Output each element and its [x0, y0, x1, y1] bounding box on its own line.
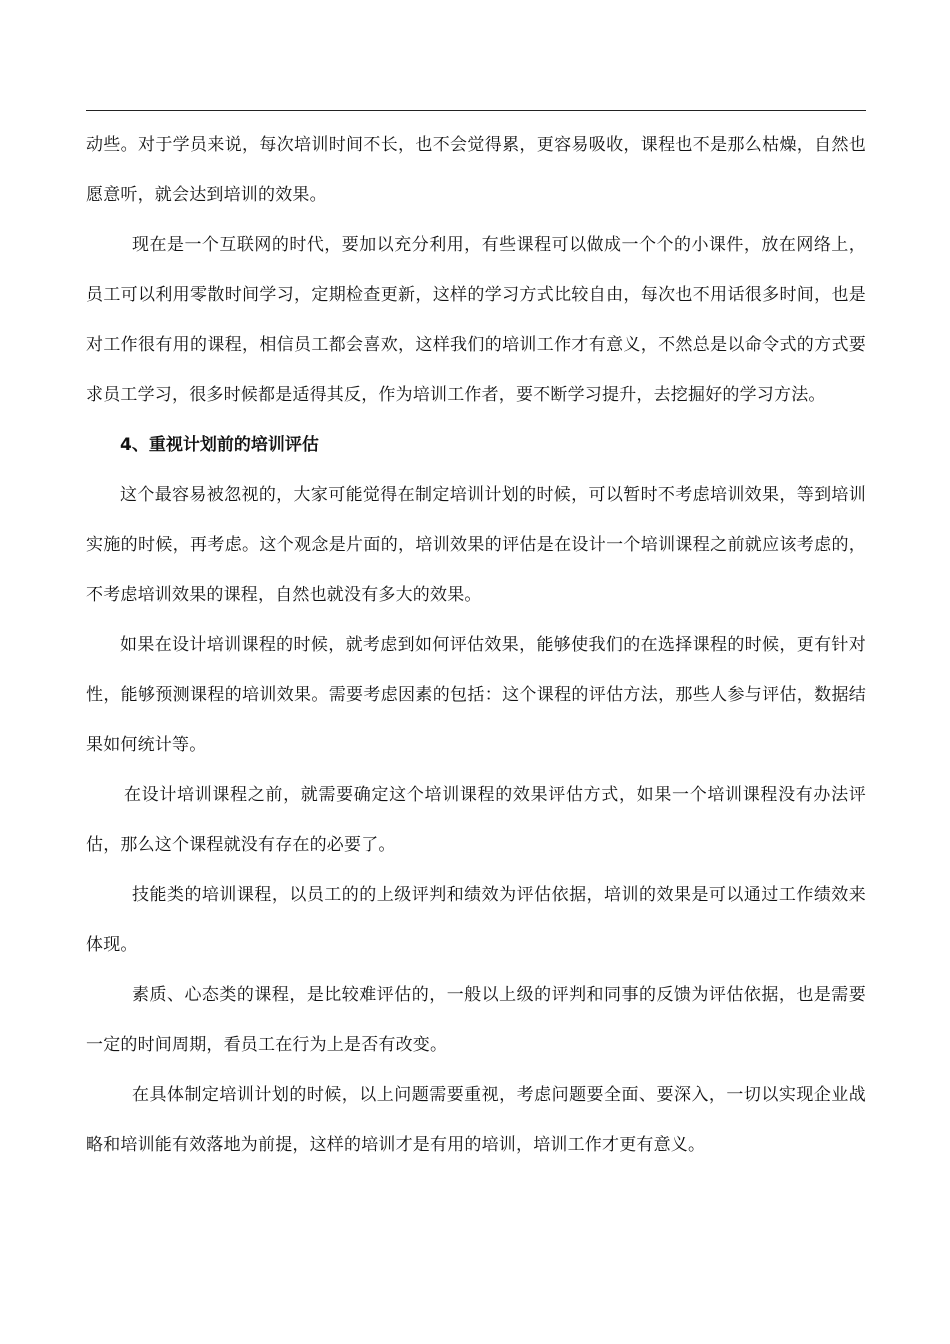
document-body — [86, 120, 866, 1170]
paragraph-quality-courses: 素质、心态类的课程，是比较难评估的，一般以上级的评判和同事的反馈为评估依据，也是需要一定的时间周期，看员工在行为上是否有改变。 — [86, 985, 866, 1055]
paragraph-evaluation-method: 在设计培训课程之前，就需要确定这个培训课程的效果评估方式，如果一个培训课程没有办法评估，那么这个课程就没有存在的必要了。 — [86, 785, 866, 855]
paragraph-design-evaluation: 如果在设计培训课程的时候，就考虑到如何评估效果，能够使我们的在选择课程的时候，更有针对性，能够预测课程的培训效果。需要考虑因素的包括：这个课程的评估方法，那些人参与评估，数据结果如何统计等。 — [86, 635, 866, 755]
paragraph-skill-courses: 技能类的培训课程，以员工的的上级评判和绩效为评估依据，培训的效果是可以通过工作绩效来体现。 — [86, 885, 866, 955]
paragraph-internet-era: 现在是一个互联网的时代，要加以充分利用，有些课程可以做成一个个的小课件，放在网络上，员工可以利用零散时间学习，定期检查更新，这样的学习方式比较自由，每次也不用话很多时间，也是对工作很有用的课程，相信员工都会喜欢，这样我们的培训工作才有意义，不然总是以命令式的方式要求员工学习，很多时候都是适得其反，作为培训工作者，要不断学习提升，去挖掘好的学习方法。 — [86, 235, 866, 405]
paragraph-continuation: 动些。对于学员来说，每次培训时间不长，也不会觉得累，更容易吸收，课程也不是那么枯燥，自然也愿意听，就会达到培训的效果。 — [86, 135, 866, 205]
header-divider — [86, 110, 866, 111]
paragraph-evaluation-overlooked: 这个最容易被忽视的，大家可能觉得在制定培训计划的时候，可以暂时不考虑培训效果，等到培训实施的时候，再考虑。这个观念是片面的，培训效果的评估是在设计一个培训课程之前就应该考虑的，不考虑培训效果的课程，自然也就没有多大的效果。 — [86, 485, 866, 605]
section-heading: 4、重视计划前的培训评估 — [120, 435, 319, 455]
paragraph-conclusion: 在具体制定培训计划的时候，以上问题需要重视，考虑问题要全面、要深入，一切以实现企业战略和培训能有效落地为前提，这样的培训才是有用的培训，培训工作才更有意义。 — [86, 1085, 866, 1155]
